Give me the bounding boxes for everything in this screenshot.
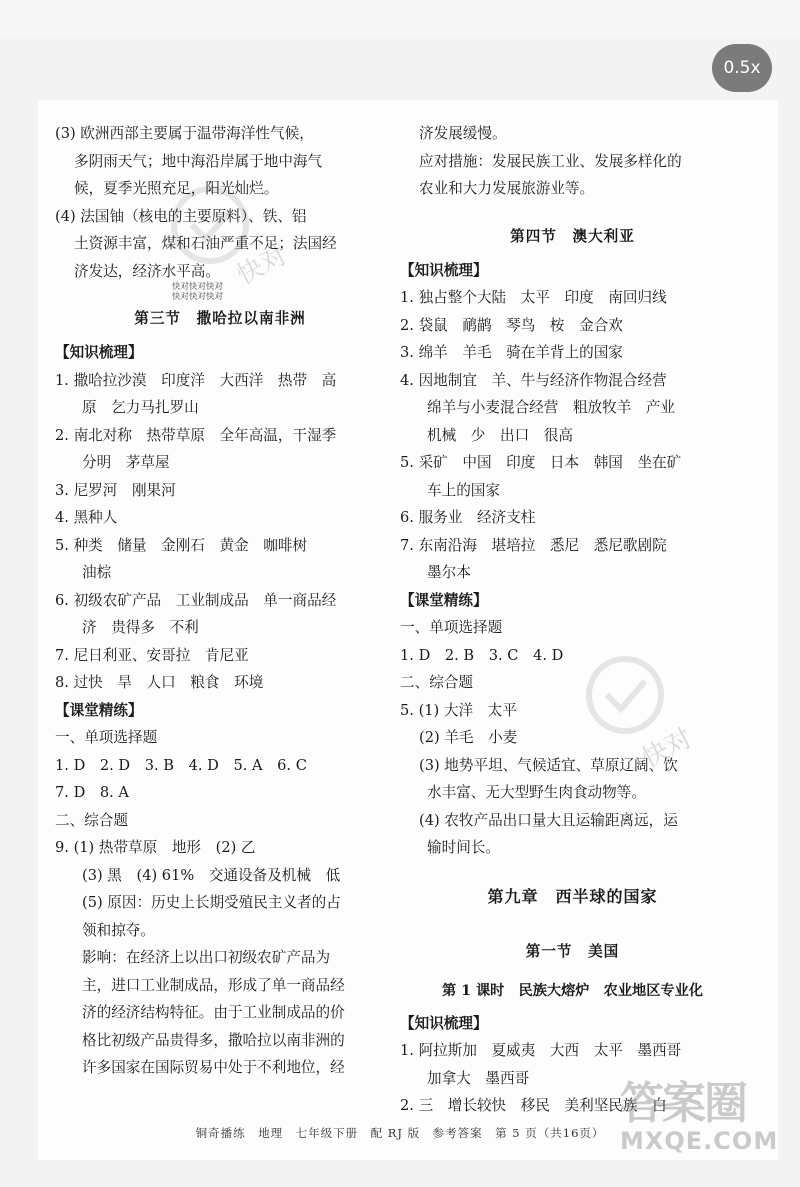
section-title: 第三节 撒哈拉以南非洲 (134, 310, 306, 327)
answer-line: 一、单项选择题 (55, 729, 158, 746)
answer-line: 济发展缓慢。 (419, 125, 507, 142)
answer-line: 6. 初级农矿产品 工业制成品 单一商品经 (55, 591, 337, 609)
playback-speed-button[interactable]: 0.5x (712, 44, 772, 92)
answer-line: (5) 原因：历史上长期受殖民主义者的占 (82, 894, 341, 911)
section-title: 第四节 澳大利亚 (510, 227, 635, 245)
answer-line: 5. (1) 大洋 太平 (400, 701, 517, 719)
practice-label: 【课堂精练】 (55, 701, 143, 719)
answer-line: 原 乞力马扎罗山 (82, 399, 199, 416)
answer-line: 2. 南北对称 热带草原 全年高温，干湿季 (55, 426, 337, 444)
answer-line: 济发达，经济水平高。 (74, 262, 220, 280)
answer-line: (3) 欧洲西部主要属于温带海洋性气候， (55, 125, 314, 142)
answer-line: 许多国家在国际贸易中处于不利地位，经 (82, 1059, 345, 1076)
logo-site: MXQE.COM (620, 1127, 779, 1155)
answer-line: 3. 尼罗河 刚果河 (55, 481, 176, 499)
answer-line: 农业和大力发展旅游业等。 (419, 180, 595, 197)
answer-line: 输时间长。 (427, 839, 500, 856)
answer-line: 1. D 2. B 3. C 4. D (400, 646, 564, 664)
answer-line: 1. 撒哈拉沙漠 印度洋 大西洋 热带 高 (55, 371, 337, 389)
answer-line: 2. 三 增长较快 移民 美利坚民族 白 (400, 1097, 667, 1114)
answer-line: 2. 袋鼠 鸸鹋 琴鸟 桉 金合欢 (400, 316, 623, 334)
answer-line: 4. 因地制宜 羊、牛与经济作物混合经营 (400, 371, 667, 389)
answer-line: (4) 农牧产品出口量大且运输距离远，运 (419, 811, 678, 829)
answer-line: 9. (1) 热带草原 地形 (2) 乙 (55, 839, 256, 856)
answer-line: 1. D 2. D 3. B 4. D 5. A 6. C (55, 756, 307, 774)
answer-line: 应对措施：发展民族工业、发展多样化的 (419, 152, 682, 170)
answer-line: 7. D 8. A (55, 784, 129, 801)
stamp-line: 快对快对快对 (172, 292, 224, 302)
answer-line: 济的经济结构特征。由于工业制成品的价 (82, 1004, 345, 1021)
answer-line: 格比初级产品贵得多，撒哈拉以南非洲的 (82, 1031, 345, 1049)
answer-line: 8. 过快 旱 人口 粮食 环境 (55, 674, 264, 691)
answer-line: 5. 采矿 中国 印度 日本 韩国 坐在矿 (400, 454, 682, 471)
answer-line: 墨尔本 (427, 564, 471, 581)
answer-line: 1. 独占整个大陆 太平 印度 南回归线 (400, 289, 667, 306)
viewer-top-bar (0, 0, 800, 38)
knowledge-label: 【知识梳理】 (400, 261, 488, 279)
practice-label: 【课堂精练】 (400, 591, 488, 609)
answer-line: 3. 绵羊 羊毛 骑在羊背上的国家 (400, 344, 623, 361)
knowledge-label: 【知识梳理】 (55, 344, 143, 361)
answer-line: 1. 阿拉斯加 夏威夷 大西 太平 墨西哥 (400, 1042, 682, 1059)
site-logo (620, 1080, 778, 1154)
watermark-text-right: 快对 (637, 723, 698, 775)
answer-line: 土资源丰富，煤和石油严重不足；法国经 (74, 235, 337, 252)
answer-line: (3) 地势平坦、气候适宜、草原辽阔、饮 (419, 756, 678, 774)
answer-line: 油棕 (82, 564, 112, 581)
answer-line: (2) 羊毛 小麦 (419, 729, 518, 746)
answer-line: 二、综合题 (400, 674, 473, 691)
page-footer: 铜奇播练 地理 七年级下册 配 RJ 版 参考答案 第 5 页（共16页） (195, 1126, 605, 1140)
answer-line: 二、综合题 (55, 811, 128, 829)
right-column (400, 120, 745, 1120)
knowledge-label: 【知识梳理】 (400, 1014, 488, 1032)
answer-line: 一、单项选择题 (400, 619, 503, 636)
answer-line: 7. 东南沿海 堪培拉 悉尼 悉尼歌剧院 (400, 536, 667, 554)
chapter-title: 第九章 西半球的国家 (487, 886, 658, 906)
section-title: 第一节 美国 (525, 942, 620, 960)
answer-line: 候，夏季光照充足，阳光灿烂。 (74, 180, 279, 197)
answer-line: (3) 黑 (4) 61% 交通设备及机械 低 (82, 866, 341, 884)
lesson-title: 第 1 课时 民族大熔炉 农业地区专业化 (442, 982, 703, 999)
answer-line: 7. 尼日利亚、安哥拉 肯尼亚 (55, 646, 249, 664)
answer-line: 车上的国家 (427, 481, 500, 499)
answer-line: 机械 少 出口 很高 (427, 426, 573, 444)
answer-line: 加拿大 墨西哥 (427, 1069, 530, 1087)
answer-line: 6. 服务业 经济支柱 (400, 509, 536, 526)
answer-line: 主，进口工业制成品，形成了单一商品经 (82, 976, 345, 994)
watermark-text: 快对 (232, 240, 293, 292)
answer-line: (4) 法国铀（核电的主要原料）、铁、铝 (55, 207, 307, 225)
answer-line: 5. 种类 储量 金刚石 黄金 咖啡树 (55, 536, 308, 554)
answer-line: 济 贵得多 不利 (82, 619, 199, 636)
answer-line: 领和掠夺。 (82, 921, 155, 939)
answer-line: 绵羊与小麦混合经营 粗放牧羊 产业 (427, 399, 676, 416)
left-column (55, 120, 385, 1082)
answer-line: 多阴雨天气；地中海沿岸属于地中海气 (74, 152, 323, 170)
answer-line: 影响：在经济上以出口初级农矿产品为 (82, 949, 331, 966)
answer-line: 分明 茅草屋 (82, 454, 170, 471)
stamp-line: 快对快对快对 (172, 282, 224, 292)
answer-line: 水丰富、无大型野生肉食动物等。 (427, 784, 646, 801)
answer-line: 4. 黑种人 (55, 509, 118, 526)
logo-text: 答案圈 (620, 1078, 746, 1129)
